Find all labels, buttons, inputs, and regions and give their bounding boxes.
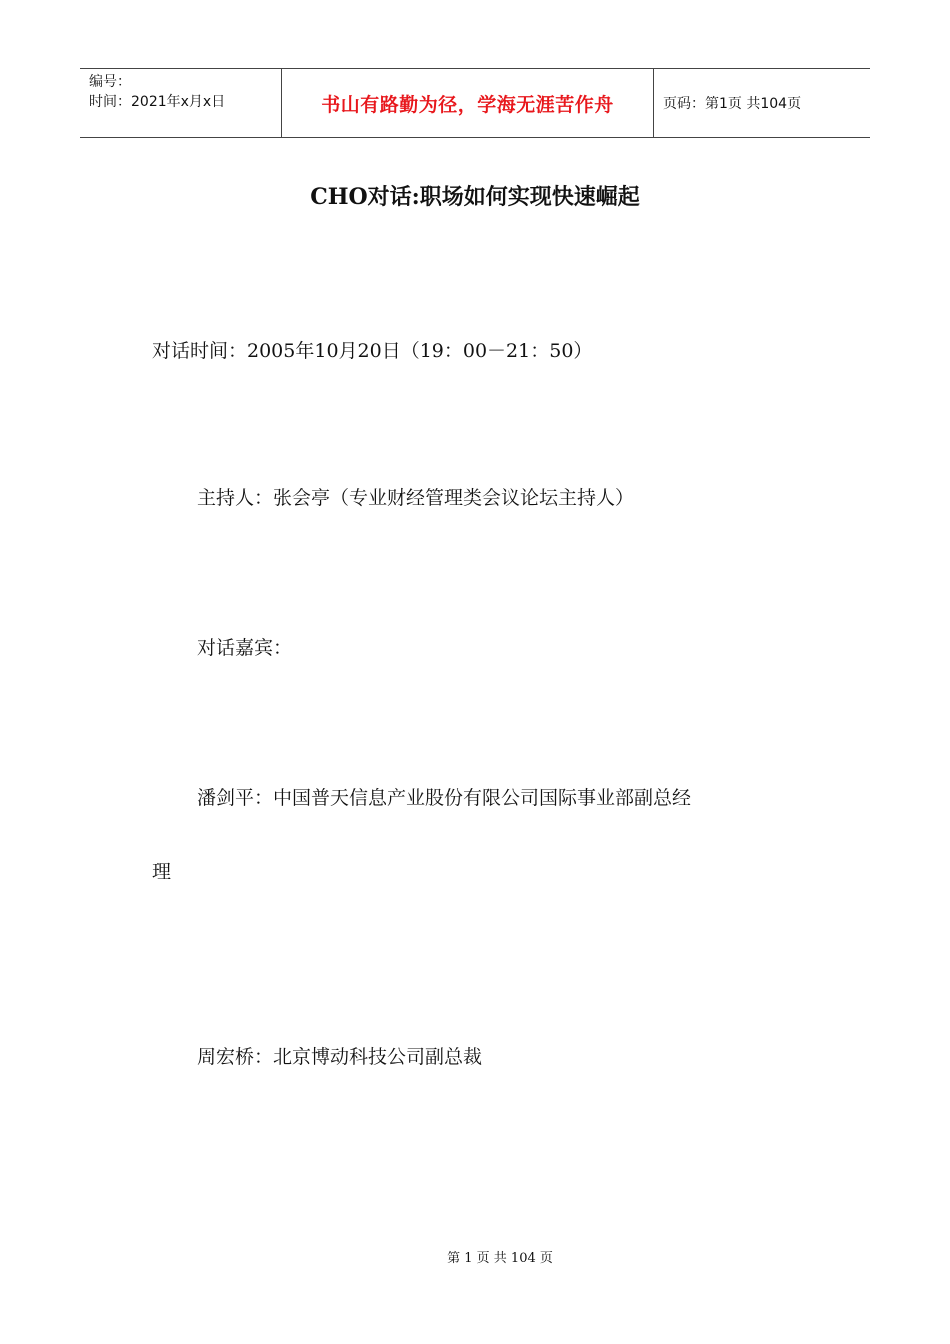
dialogue-time: 对话时间：2005年10月20日（19：00－21：50） (152, 340, 593, 362)
guests-label: 对话嘉宾： (197, 637, 293, 659)
document-date: 时间：2021年x月x日 (89, 94, 226, 110)
header-meta-cell (80, 69, 282, 137)
guest-pan-line1: 潘剑平：中国普天信息产业股份有限公司国际事业部副总经 (197, 787, 692, 809)
guest-pan-line2: 理 (152, 861, 172, 883)
motto-text: 书山有路勤为径，学海无涯苦作舟 (321, 93, 614, 116)
host-line: 主持人：张会亭（专业财经管理类会议论坛主持人） (197, 487, 635, 509)
document-header (80, 68, 870, 138)
document-title: CHO对话:职场如何实现快速崛起 (310, 184, 640, 210)
page-footer: 第 1 页 共 104 页 (447, 1251, 553, 1266)
header-page-cell (654, 69, 870, 137)
header-page-info: 页码：第1页 共104页 (663, 96, 802, 112)
document-number: 编号： (89, 74, 131, 90)
guest-zhou-line: 周宏桥：北京博动科技公司副总裁 (197, 1046, 483, 1068)
header-motto-cell (282, 69, 654, 137)
